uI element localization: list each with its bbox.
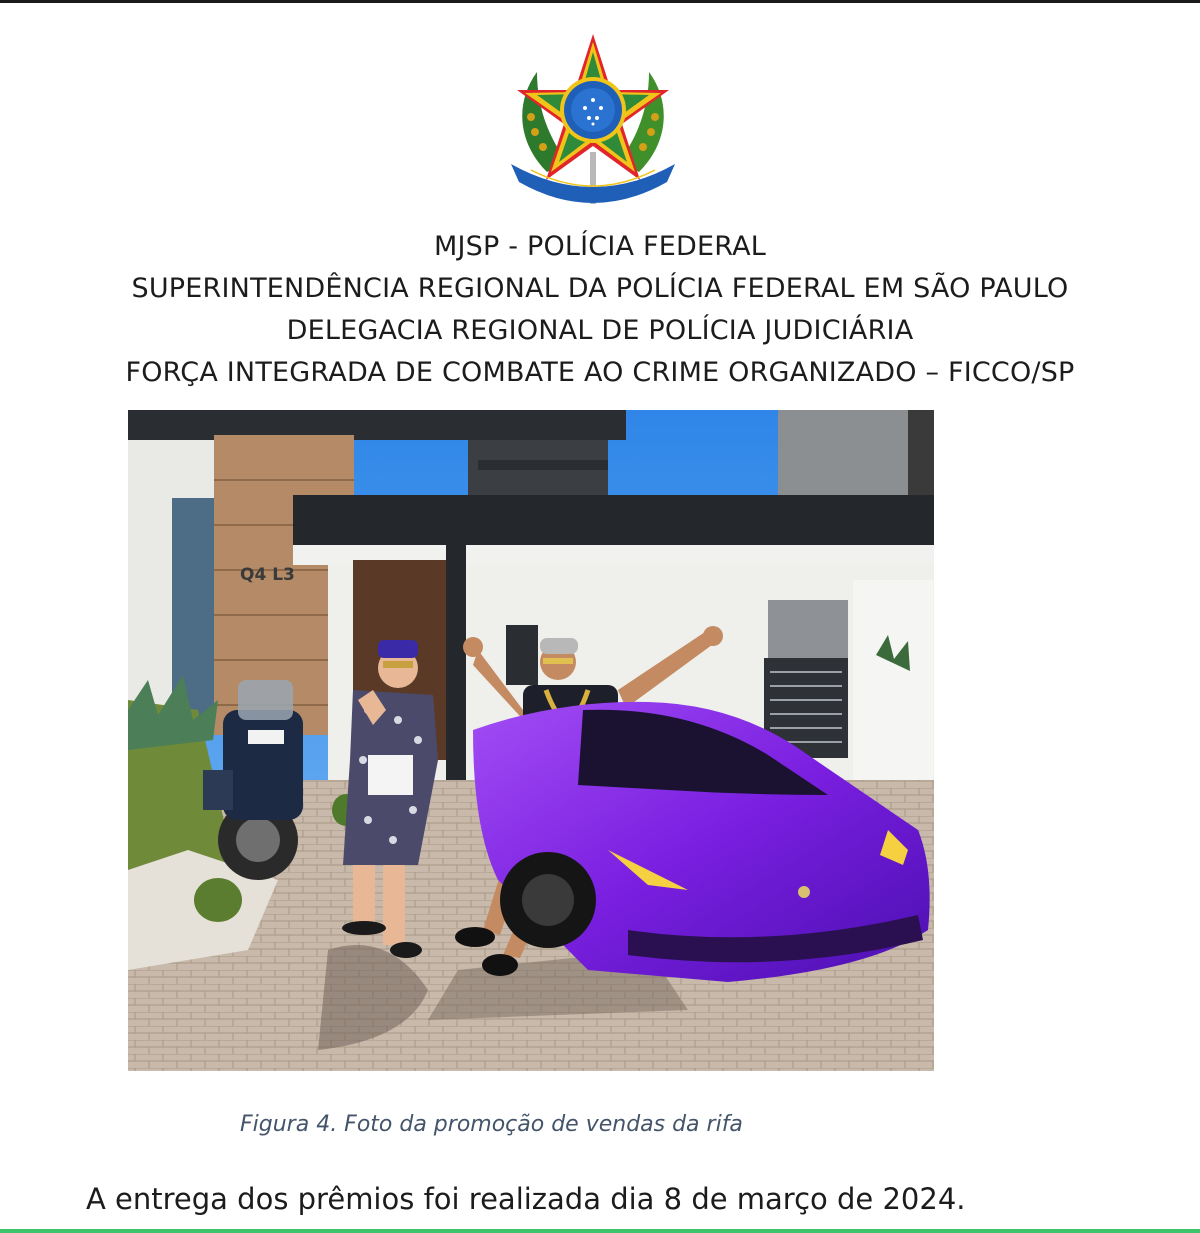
body-paragraph: A entrega dos prêmios foi realizada dia 8 de março de 2024. <box>86 1182 966 1216</box>
document-header <box>0 226 1200 394</box>
header-line-superintendence: SUPERINTENDÊNCIA REGIONAL DA POLÍCIA FEDERAL EM SÃO PAULO <box>131 273 1069 304</box>
figure-caption: Figura 4. Foto da promoção de vendas da rifa <box>240 1112 743 1137</box>
house-number: Q4 L3 <box>240 565 295 585</box>
header-line-agency: MJSP - POLÍCIA FEDERAL <box>433 231 766 262</box>
brazil-coat-of-arms-icon <box>507 32 679 208</box>
header-line-task-force: FORÇA INTEGRADA DE COMBATE AO CRIME ORGANIZADO – FICCO/SP <box>125 357 1075 388</box>
header-line-delegacy: DELEGACIA REGIONAL DE POLÍCIA JUDICIÁRIA <box>286 315 914 346</box>
top-border <box>0 0 1200 3</box>
raffle-promotion-photo <box>128 410 934 1071</box>
bottom-border <box>0 1229 1200 1233</box>
